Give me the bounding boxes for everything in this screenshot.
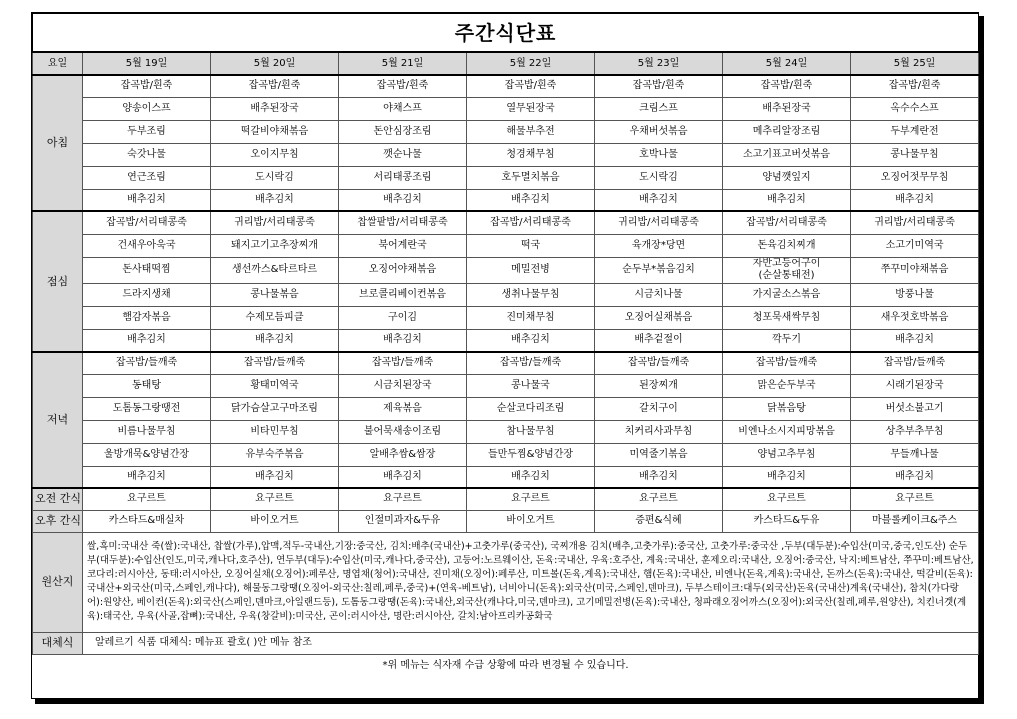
notice-text: *위 메뉴는 식자재 수급 상황에 따라 변경될 수 있습니다. [33,654,979,677]
menu-item: 새우젓호박볶음 [851,306,979,329]
menu-item: 해물부추전 [467,120,595,143]
substitute-label: 대체식 [33,632,83,654]
menu-item: 야채스프 [339,97,467,120]
menu-row [33,143,979,166]
menu-item: 무들깨나물 [851,443,979,466]
menu-item: 수제모듬피클 [211,306,339,329]
menu-row [33,443,979,466]
menu-item: 배추김치 [467,329,595,352]
menu-row [33,189,979,211]
menu-item: 동태탕 [83,374,211,397]
menu-item: 비름나물무침 [83,420,211,443]
page-title: 주간식단표 [33,14,979,53]
menu-row [33,329,979,352]
substitute-text: 알레르기 식품 대체식: 메뉴표 괄호( )안 메뉴 참조 [83,632,979,654]
menu-item: 도톰동그랑땡전 [83,397,211,420]
day-header: 5월 22일 [467,52,595,75]
menu-item: 육개장*당면 [595,234,723,257]
menu-row [33,306,979,329]
menu-item: 청경채무침 [467,143,595,166]
menu-item: 메추리알장조림 [723,120,851,143]
menu-table [32,13,979,677]
menu-item: 배추김치 [83,189,211,211]
menu-item: 잡곡밥/들깨죽 [851,352,979,374]
snack-item: 요구르트 [83,488,211,510]
day-header: 5월 24일 [723,52,851,75]
meal-label-1: 점심 [33,211,83,352]
menu-item: 제육볶음 [339,397,467,420]
menu-item: 상추부추무침 [851,420,979,443]
snack-item: 요구르트 [211,488,339,510]
weekday-label: 요일 [33,52,83,75]
menu-item: 배추김치 [339,329,467,352]
menu-item: 건새우아욱국 [83,234,211,257]
menu-item: 진미채무침 [467,306,595,329]
menu-item: 브로콜리베이컨볶음 [339,283,467,306]
snack-item: 카스타드&두유 [723,510,851,532]
menu-row [33,420,979,443]
origin-text: 쌀,흑미:국내산 죽(쌀):국내산, 찹쌀(가루),압맥,적두-국내산,기장:중국산, 김치:배추(국내산)+고춧가루(중국산), 국찌개용 김치(배추,고춧가루):중국산, 고춧가루:중국산 ,두부(대두분):수입산(미국,중국,인도산) 순두부(대두분):수입산(인도,미국,캐나다,호주산), 연두부(대두):수입산(미국,캐나다,중국산), 고등어:노르웨이산, 돈육:국내산, 우육:호주산, 계육:국내산, 훈제오리:국내산, 오징어:중국산, 낙지:베트남산, 쭈꾸미:베트남산, 코다리:러시아산, 동태:러시아산, 오징어실채(오징어):페루산, 명엽채(청어):국내산, 진미채(오징어):페루산, 미트볼(돈육,계육):국내산, 햄(돈육):국내산, 비엔나(돈육,계육):국내산, 돈까스(돈육):국내산, 떡갈비(돈육):국내산+외국산(미국,스페인,캐나다), 해물동그랑땡(오징어-외국산:칠레,페루,중국)+(연육-베트남), 너비아니(돈육):외국산(미국,스페인,덴마크), 두부스테이크:대두(외국산)돈육(국내산)계육(국내산), 참치(가다랑어):원양산, 베이컨(돈육):외국산(스페인,덴마크,아일랜드등), 도톰동그랑땡(돈육):국내산,외국산(캐나다,미국,덴마크), 고기메밀전병(돈육):국내산, 청파래오징어까스(오징어):외국산(칠레,페루,원양산), 치킨너겟(계육):태국산, 우육(사골,잡뼈):국내산, 우육(창갈비):미국산, 곤이:러시아산, 명란:러시아산, 갈치:남아프리카공화국 [83,532,979,632]
origin-row [33,532,979,632]
menu-item: 떡국 [467,234,595,257]
title-row [33,14,979,53]
menu-item: 비타민무침 [211,420,339,443]
day-header: 5월 21일 [339,52,467,75]
menu-item: 양념고추무침 [723,443,851,466]
menu-row [33,374,979,397]
menu-item: 배추김치 [339,466,467,488]
menu-item: 미역줄기볶음 [595,443,723,466]
snack-item: 바이오거트 [467,510,595,532]
snack-item: 요구르트 [595,488,723,510]
menu-item: 잡곡밥/흰죽 [211,75,339,97]
menu-item: 돈안심장조림 [339,120,467,143]
menu-item: 잡곡밥/흰죽 [851,75,979,97]
snack-row [33,488,979,510]
menu-item: 배추김치 [851,189,979,211]
menu-item: 가지굴소스볶음 [723,283,851,306]
menu-item: 귀리밥/서리태콩죽 [211,211,339,234]
menu-item: 양념깻잎지 [723,166,851,189]
day-header: 5월 23일 [595,52,723,75]
menu-item: 콩나물무침 [851,143,979,166]
menu-item: 알배추쌈&쌈장 [339,443,467,466]
menu-item: 잡곡밥/흰죽 [83,75,211,97]
sheet-shadow-bottom [35,699,984,704]
day-header: 5월 19일 [83,52,211,75]
menu-item: 생취나물무침 [467,283,595,306]
menu-item: 햄감자볶음 [83,306,211,329]
menu-item: 자반고등어구이 (순살통태전) [723,257,851,283]
menu-item: 맑은순두부국 [723,374,851,397]
substitute-row [33,632,979,654]
meal-label-0: 아침 [33,75,83,211]
menu-row [33,397,979,420]
menu-item: 배추김치 [211,466,339,488]
menu-row [33,120,979,143]
menu-item: 잡곡밥/흰죽 [723,75,851,97]
menu-item: 순두부*볶음김치 [595,257,723,283]
snack-item: 요구르트 [467,488,595,510]
snack-row [33,510,979,532]
menu-item: 배추겉절이 [595,329,723,352]
weekly-menu-sheet [31,12,979,699]
menu-item: 배추된장국 [211,97,339,120]
menu-item: 드라지생채 [83,283,211,306]
menu-item: 메밀전병 [467,257,595,283]
menu-item: 울방개묵&양념간장 [83,443,211,466]
menu-item: 도시락김 [595,166,723,189]
menu-item: 찹쌀팥밥/서리태콩죽 [339,211,467,234]
menu-item: 배추김치 [851,466,979,488]
menu-item: 배추김치 [467,189,595,211]
menu-item: 배추김치 [723,189,851,211]
menu-row [33,97,979,120]
menu-item: 배추김치 [83,329,211,352]
menu-item: 양송이스프 [83,97,211,120]
menu-item: 잡곡밥/들깨죽 [595,352,723,374]
menu-item: 배추된장국 [723,97,851,120]
menu-item: 옥수수스프 [851,97,979,120]
notice-row [33,654,979,677]
menu-item: 오징어야채볶음 [339,257,467,283]
menu-item: 도시락김 [211,166,339,189]
menu-item: 유부숙주볶음 [211,443,339,466]
day-header: 5월 20일 [211,52,339,75]
menu-item: 구이김 [339,306,467,329]
menu-item: 황태미역국 [211,374,339,397]
menu-item: 들만두찜&양념간장 [467,443,595,466]
snack-item: 요구르트 [851,488,979,510]
menu-row [33,166,979,189]
menu-item: 귀리밥/서리태콩죽 [595,211,723,234]
menu-item: 배추김치 [595,189,723,211]
menu-item: 열무된장국 [467,97,595,120]
menu-item: 호박나물 [595,143,723,166]
menu-row [33,352,979,374]
menu-item: 배추김치 [467,466,595,488]
menu-item: 귀리밥/서리태콩죽 [851,211,979,234]
menu-item: 두부조림 [83,120,211,143]
menu-item: 호두멸치볶음 [467,166,595,189]
menu-item: 잡곡밥/들깨죽 [467,352,595,374]
menu-item: 갈치구이 [595,397,723,420]
menu-item: 치커리사과무침 [595,420,723,443]
sheet-shadow-right [979,16,984,703]
menu-item: 잡곡밥/흰죽 [339,75,467,97]
menu-item: 배추김치 [211,329,339,352]
menu-item: 시금치된장국 [339,374,467,397]
menu-item: 된장찌개 [595,374,723,397]
menu-item: 배추김치 [595,466,723,488]
menu-item: 생선까스&타르타르 [211,257,339,283]
menu-item: 우채버섯볶음 [595,120,723,143]
menu-item: 깻순나물 [339,143,467,166]
menu-item: 잡곡밥/들깨죽 [723,352,851,374]
menu-item: 북어계란국 [339,234,467,257]
menu-item: 순살코다리조림 [467,397,595,420]
menu-item: 소고기표고버섯볶음 [723,143,851,166]
menu-item: 소고기미역국 [851,234,979,257]
menu-item: 잡곡밥/서리태콩죽 [83,211,211,234]
snack-item: 요구르트 [723,488,851,510]
snack-item: 카스타드&매실차 [83,510,211,532]
menu-item: 콩나물볶음 [211,283,339,306]
menu-item: 비엔나소시지피망볶음 [723,420,851,443]
menu-item: 연근조림 [83,166,211,189]
snack-item: 마블롤케이크&주스 [851,510,979,532]
menu-item: 배추김치 [339,189,467,211]
snack-label: 오후 간식 [33,510,83,532]
menu-item: 돈사태떡찜 [83,257,211,283]
menu-item: 시금치나물 [595,283,723,306]
menu-item: 잡곡밥/흰죽 [467,75,595,97]
menu-item: 콩나물국 [467,374,595,397]
menu-item: 오징어실채볶음 [595,306,723,329]
menu-item: 오이지무침 [211,143,339,166]
menu-item: 닭볶음탕 [723,397,851,420]
menu-item: 잡곡밥/들깨죽 [339,352,467,374]
menu-item: 배추김치 [723,466,851,488]
menu-item: 떡갈비야채볶음 [211,120,339,143]
snack-label: 오전 간식 [33,488,83,510]
day-header: 5월 25일 [851,52,979,75]
menu-row [33,211,979,234]
menu-item: 두부계란전 [851,120,979,143]
menu-item: 서리태콩조림 [339,166,467,189]
menu-row [33,257,979,283]
menu-item: 참나물무침 [467,420,595,443]
origin-label: 원산지 [33,532,83,632]
menu-item: 돈육김치찌개 [723,234,851,257]
menu-item: 쭈꾸미야채볶음 [851,257,979,283]
menu-item: 잡곡밥/서리태콩죽 [467,211,595,234]
menu-item: 배추김치 [851,329,979,352]
snack-item: 요구르트 [339,488,467,510]
menu-item: 청포묵새싹무침 [723,306,851,329]
meal-label-2: 저녁 [33,352,83,488]
menu-row [33,283,979,306]
menu-item: 잡곡밥/들깨죽 [83,352,211,374]
snack-item: 바이오거트 [211,510,339,532]
menu-item: 배추김치 [211,189,339,211]
menu-row [33,75,979,97]
snack-item: 인절미과자&두유 [339,510,467,532]
menu-item: 크림스프 [595,97,723,120]
menu-item: 배추김치 [83,466,211,488]
menu-item: 숙갓나물 [83,143,211,166]
menu-item: 방풍나물 [851,283,979,306]
menu-item: 잡곡밥/들깨죽 [211,352,339,374]
menu-item: 오징어젓무무침 [851,166,979,189]
menu-item: 시래기된장국 [851,374,979,397]
header-row [33,52,979,75]
menu-item: 버섯소불고기 [851,397,979,420]
menu-item: 깍두기 [723,329,851,352]
menu-item: 돼지고기고추장찌개 [211,234,339,257]
menu-item: 닭가슴살고구마조림 [211,397,339,420]
menu-item: 잡곡밥/흰죽 [595,75,723,97]
menu-item: 잡곡밥/서리태콩죽 [723,211,851,234]
menu-row [33,234,979,257]
menu-item: 불어묵새송이조림 [339,420,467,443]
menu-row [33,466,979,488]
snack-item: 증편&식혜 [595,510,723,532]
